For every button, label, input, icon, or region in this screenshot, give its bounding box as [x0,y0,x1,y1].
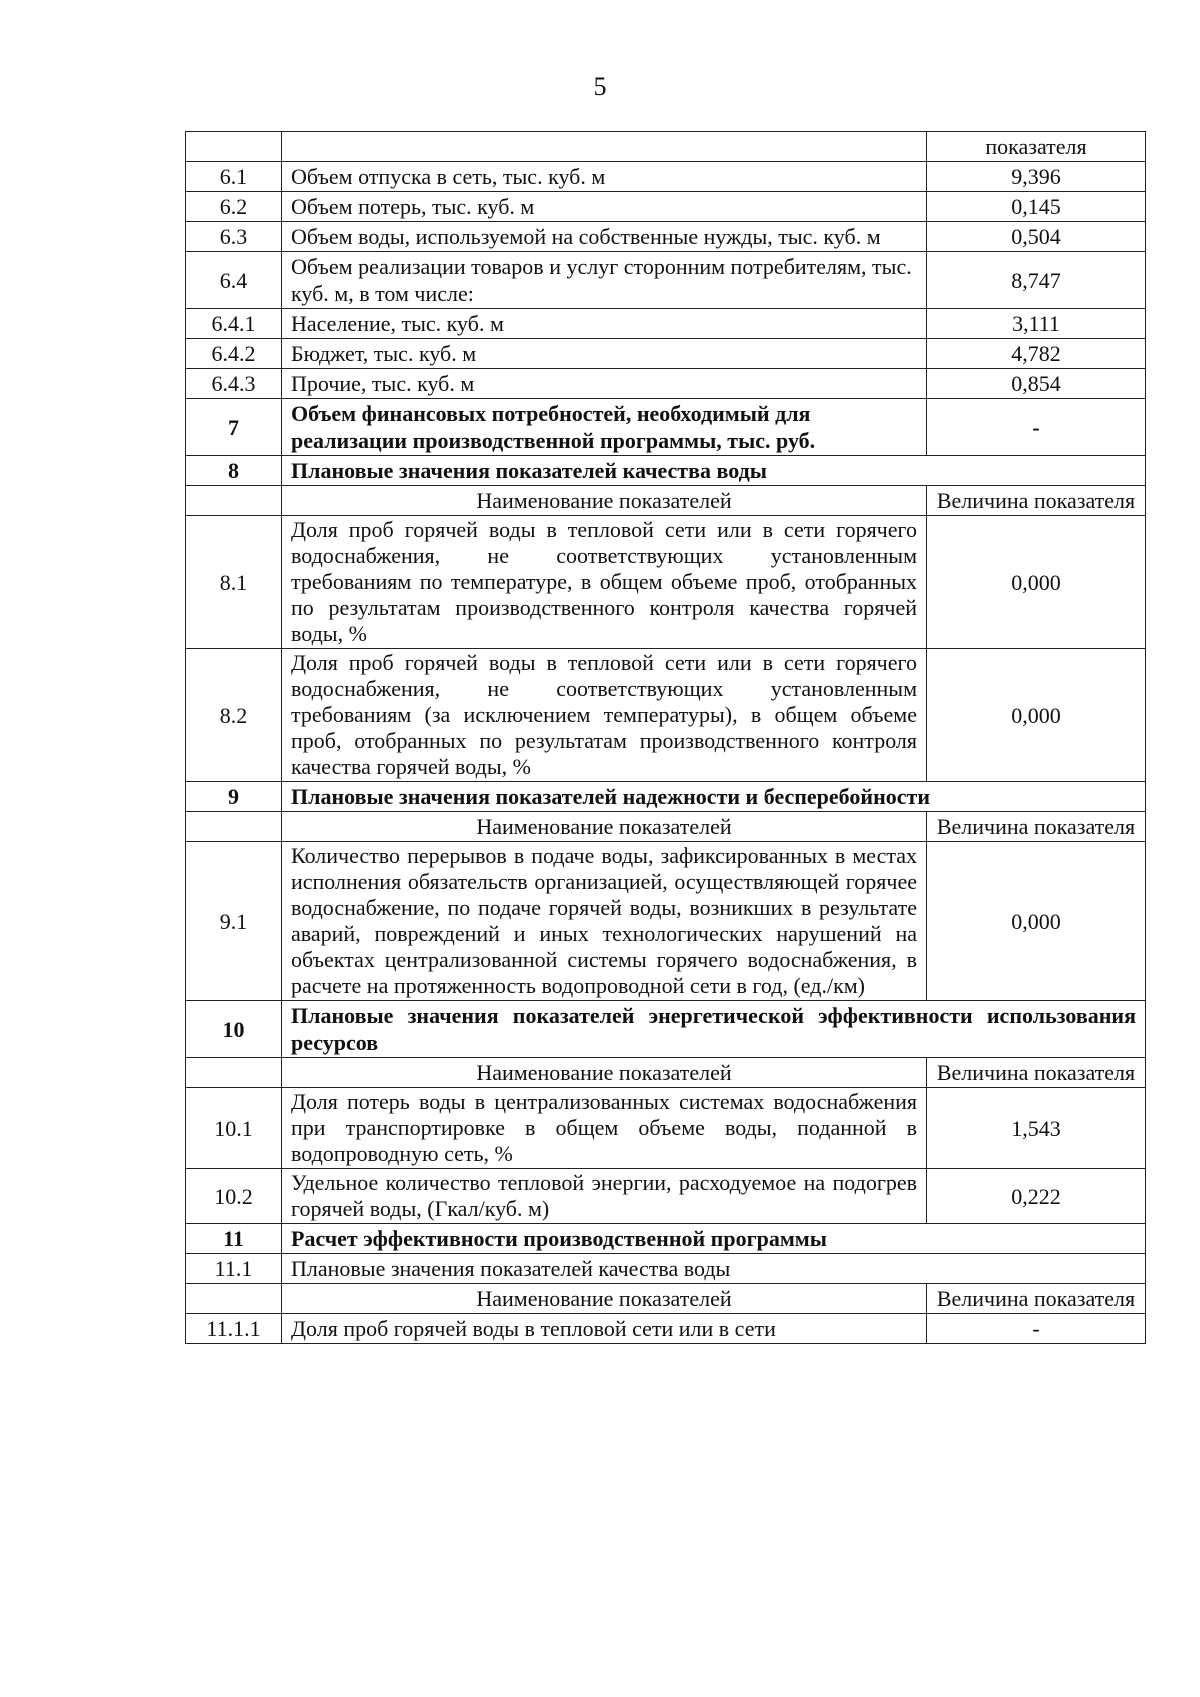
row-value: 9,396 [927,162,1146,192]
subsection-title: Плановые значения показателей качества воды [282,1254,1146,1284]
subsection-number: 11.1 [186,1254,282,1284]
row-number: 10.1 [186,1088,282,1169]
section-number: 9 [186,782,282,812]
row-value: 4,782 [927,339,1146,369]
value-column-header: Величина показателя [927,486,1146,516]
row-value: - [927,1314,1146,1344]
row-number: 6.4.3 [186,369,282,399]
table-row [186,309,1146,339]
row-name: Количество перерывов в подаче воды, зафиксированных в местах исполнения обязательств организацией, осуществляющей горячее водоснабжение, по подаче горячей воды, возникших в результате аварий, повреждений и иных технологических нарушений на объектах централизованной системы горячего водоснабжения, в расчете на протяженность водопроводной сети в год, (ед./км) [282,842,927,1001]
name-column-header: Наименование показателей [282,1284,927,1314]
row-value: 0,222 [927,1169,1146,1224]
row-name: Объем финансовых потребностей, необходимый для реализации производственной программы, тыс. руб. [282,399,927,456]
row-number: 8.2 [186,649,282,782]
table-row [186,162,1146,192]
table-row [186,369,1146,399]
table-row [186,1088,1146,1169]
row-name: Прочие, тыс. куб. м [282,369,927,399]
page-number: 5 [593,72,607,101]
section-number: 11 [186,1224,282,1254]
subsection-row [186,1254,1146,1284]
row-value: 8,747 [927,252,1146,309]
row-number: 6.2 [186,192,282,222]
row-name: Доля потерь воды в централизованных системах водоснабжения при транспортировке в общем объеме воды, поданной в водопроводную сеть, % [282,1088,927,1169]
row-value: 0,854 [927,369,1146,399]
section-row [186,1001,1146,1058]
header-row [186,486,1146,516]
indicators-table [185,131,1146,1344]
row-value: 3,111 [927,309,1146,339]
table-row [186,516,1146,649]
table-row [186,1314,1146,1344]
table-row [186,132,1146,162]
row-value: 0,145 [927,192,1146,222]
num-cell [186,132,282,162]
num-cell [186,486,282,516]
header-row [186,812,1146,842]
name-column-header: Наименование показателей [282,486,927,516]
row-number: 10.2 [186,1169,282,1224]
section-title: Плановые значения показателей надежности и бесперебойности [282,782,1146,812]
row-name: Бюджет, тыс. куб. м [282,339,927,369]
table-row [186,399,1146,456]
row-number: 6.4.2 [186,339,282,369]
section-row [186,456,1146,486]
name-cell [282,132,927,162]
row-number: 6.1 [186,162,282,192]
num-cell [186,1058,282,1088]
name-column-header: Наименование показателей [282,812,927,842]
table-row [186,1169,1146,1224]
table-row [186,252,1146,309]
row-name: Объем воды, используемой на собственные нужды, тыс. куб. м [282,222,927,252]
value-header-tail: показателя [927,132,1146,162]
section-row [186,782,1146,812]
row-number: 6.4.1 [186,309,282,339]
row-number: 11.1.1 [186,1314,282,1344]
row-name: Население, тыс. куб. м [282,309,927,339]
row-name: Доля проб горячей воды в тепловой сети или в сети горячего водоснабжения, не соответствующих установленным требованиям (за исключением температуры), в общем объеме проб, отобранных по результатам производственного контроля качества горячей воды, % [282,649,927,782]
row-name: Удельное количество тепловой энергии, расходуемое на подогрев горячей воды, (Гкал/куб. м) [282,1169,927,1224]
row-value: 0,504 [927,222,1146,252]
section-number: 8 [186,456,282,486]
row-number: 7 [186,399,282,456]
section-title: Плановые значения показателей качества воды [282,456,1146,486]
row-name: Объем реализации товаров и услуг сторонним потребителям, тыс. куб. м, в том числе: [282,252,927,309]
row-number: 8.1 [186,516,282,649]
header-row [186,1058,1146,1088]
row-name: Объем отпуска в сеть, тыс. куб. м [282,162,927,192]
num-cell [186,812,282,842]
row-value: - [927,399,1146,456]
row-name: Доля проб горячей воды в тепловой сети или в сети горячего водоснабжения, не соответствующих установленным требованиям по температуре, в общем объеме проб, отобранных по результатам производственного контроля качества горячей воды, % [282,516,927,649]
section-title: Плановые значения показателей энергетической эффективности использования ресурсов [282,1001,1146,1058]
row-value: 0,000 [927,649,1146,782]
table-row [186,649,1146,782]
row-name: Объем потерь, тыс. куб. м [282,192,927,222]
row-number: 6.4 [186,252,282,309]
table-row [186,192,1146,222]
name-column-header: Наименование показателей [282,1058,927,1088]
table-row [186,222,1146,252]
value-column-header: Величина показателя [927,1058,1146,1088]
section-row [186,1224,1146,1254]
row-value: 0,000 [927,516,1146,649]
row-name: Доля проб горячей воды в тепловой сети или в сети [282,1314,927,1344]
row-number: 9.1 [186,842,282,1001]
section-number: 10 [186,1001,282,1058]
table-row [186,339,1146,369]
row-number: 6.3 [186,222,282,252]
header-row [186,1284,1146,1314]
num-cell [186,1284,282,1314]
value-column-header: Величина показателя [927,1284,1146,1314]
row-value: 1,543 [927,1088,1146,1169]
value-column-header: Величина показателя [927,812,1146,842]
row-value: 0,000 [927,842,1146,1001]
section-title: Расчет эффективности производственной программы [282,1224,1146,1254]
table-row [186,842,1146,1001]
